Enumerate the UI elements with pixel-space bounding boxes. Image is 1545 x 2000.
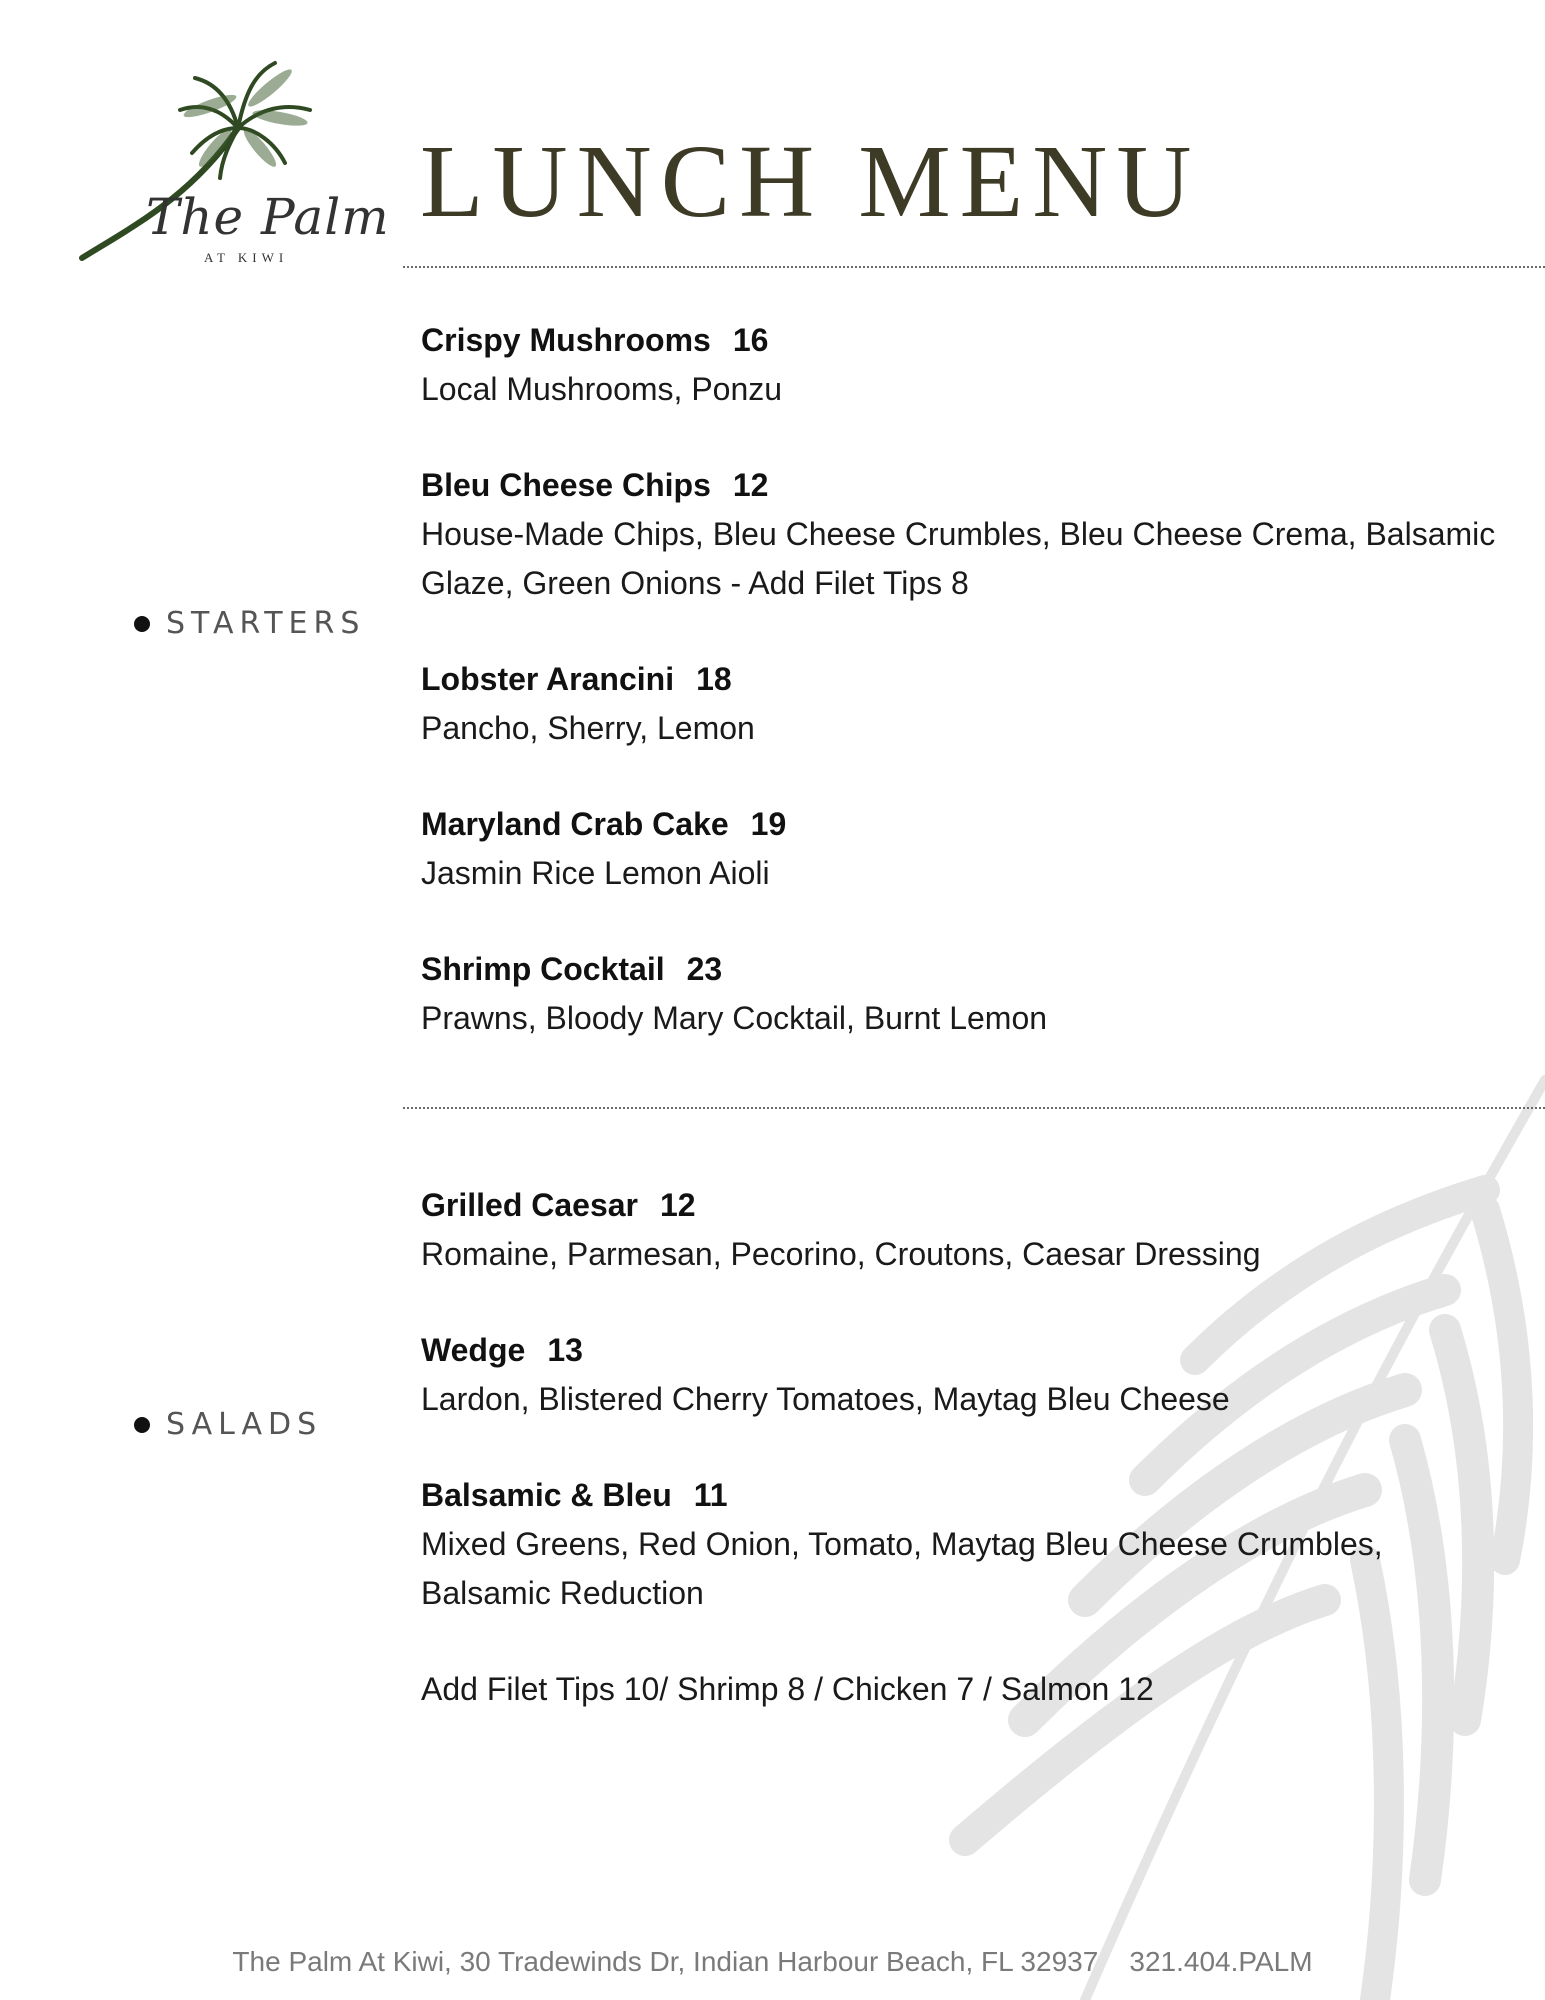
logo-wordmark: The Palm <box>146 188 390 246</box>
item-name: Bleu Cheese Chips <box>421 467 711 503</box>
item-name: Crispy Mushrooms <box>421 322 711 358</box>
item-price: 23 <box>686 951 723 987</box>
menu-item <box>421 1326 1501 1424</box>
starters-list <box>421 316 1501 1090</box>
item-price: 11 <box>693 1477 728 1513</box>
item-name: Balsamic & Bleu <box>421 1477 672 1513</box>
bullet-icon <box>134 1417 150 1433</box>
item-description: Local Mushrooms, Ponzu <box>421 371 783 407</box>
item-name: Shrimp Cocktail <box>421 951 665 987</box>
footer-address: The Palm At Kiwi, 30 Tradewinds Dr, Indian Harbour Beach, FL 32937 321.404.PALM <box>232 1946 1313 1977</box>
item-name: Maryland Crab Cake <box>421 806 729 842</box>
menu-item <box>421 945 1501 1043</box>
item-description: Mixed Greens, Red Onion, Tomato, Maytag Bleu Cheese Crumbles, Balsamic Reduction <box>421 1526 1383 1611</box>
item-price: 19 <box>750 806 787 842</box>
item-description: Lardon, Blistered Cherry Tomatoes, Maytag Bleu Cheese <box>421 1381 1230 1417</box>
bullet-icon <box>134 616 150 632</box>
item-name: Wedge <box>421 1332 526 1368</box>
item-description: Prawns, Bloody Mary Cocktail, Burnt Lemon <box>421 1000 1048 1036</box>
divider-top <box>403 266 1545 268</box>
divider-middle <box>403 1107 1545 1109</box>
item-price: 12 <box>732 467 769 503</box>
section-label-starters <box>134 606 365 641</box>
item-description: Jasmin Rice Lemon Aioli <box>421 855 770 891</box>
add-ons-note: Add Filet Tips 10/ Shrimp 8 / Chicken 7 / Salmon 12 <box>421 1671 1154 1707</box>
logo <box>70 48 390 278</box>
section-label-text: STARTERS <box>166 606 366 641</box>
salads-list <box>421 1181 1501 1714</box>
page-title: LUNCH MENU <box>420 124 1201 239</box>
item-description: Romaine, Parmesan, Pecorino, Croutons, Caesar Dressing <box>421 1236 1261 1272</box>
item-name: Grilled Caesar <box>421 1187 638 1223</box>
section-label-salads <box>134 1407 322 1442</box>
menu-item <box>421 316 1501 414</box>
item-name: Lobster Arancini <box>421 661 675 697</box>
item-price: 16 <box>732 322 769 358</box>
item-description: Pancho, Sherry, Lemon <box>421 710 755 746</box>
item-price: 18 <box>696 661 732 697</box>
logo-subtitle: AT KIWI <box>204 250 289 265</box>
menu-item <box>421 1181 1501 1279</box>
item-price: 13 <box>547 1332 583 1368</box>
menu-item <box>421 800 1501 898</box>
item-description: House-Made Chips, Bleu Cheese Crumbles, Bleu Cheese Crema, Balsamic Glaze, Green Onions - Add Filet Tips 8 <box>421 516 1496 601</box>
menu-item <box>421 1471 1501 1618</box>
menu-item <box>421 655 1501 753</box>
section-label-text: SALADS <box>166 1407 323 1442</box>
item-price: 12 <box>660 1187 696 1223</box>
menu-item <box>421 461 1501 608</box>
